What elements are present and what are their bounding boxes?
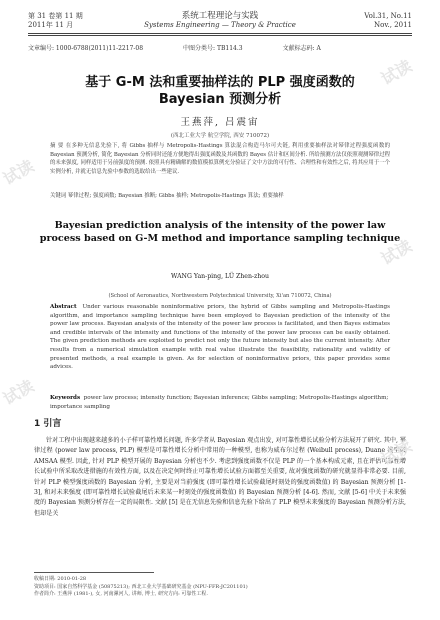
watermark: 试读 [0,156,38,189]
clc-number: 中图分类号: TB114.3 [183,45,243,52]
document-code: 文献标志码: A [282,45,321,52]
date-en: Nov., 2011 [374,21,412,29]
running-header [28,12,412,42]
title-cn: 基于 G-M 法和重要抽样法的 PLP 强度函数的 Bayesian 预测分析 [85,75,355,107]
keywords-label: Keywords [50,395,81,401]
journal-name-cn: 系统工程理论与实践 [181,11,259,21]
received-date: 收稿日期: 2010-01-28 [34,576,87,582]
authors-cn: 王燕萍, 吕震宙 [180,117,260,128]
watermark: 试读 [0,376,38,409]
keywords-en-text: power law process; intensity function; Bayesian inference; Gibbs sampling; Metropolis-Hastings algorithm; importance sampling [50,395,389,410]
abstract-label: Abstract [50,304,77,310]
abstract-en-text: Under various reasonable noninformative priors, the hybrid of Gibbs sampling and Metropolis-Hastings algorithm, and importance sampling technique have been employed to Bayesian prediction of the intensity of the power law process. Bayesian analysis of the intensity of the power law process is facilitated, and then Bayes estimates and credible intervals of the intensity and functions of the intensity of the power law process can be easily obtained. The given prediction methods are exploited to predict not only the future intensity but also the current intensity. After results from a numerical simulation example with real value illustrate the feasibility, rationality and validity of presented methods, a real example is given. As for selection of noninformative priors, this paper provides some advices. [50,304,391,371]
section-heading-intro: 1 引言 [34,419,62,429]
volume-en: Vol.31, No.11 [364,12,412,20]
affiliation-cn: (西北工业大学 航空学院, 西安 710072) [170,133,270,139]
abstract-cn: 摘 要 在多种无信息先验下, 将 Gibbs 抽样与 Metropolis-Hastings 算法混合构造马尔可夫链, 利用重要抽样法对幂律过程强度函数的 Bayesian 预测分析, 简化 Bayesian 分析同时还能方便地得出强度函数及其函数的 Bayes 估计和区间分析. 所给预测方法仅依照观测幂律过程的未来强度, 同样适用于另前强度的预测. 依照具有精确解的数值模拟算例充分验证了文中方法的可行性、合理性和有效性之后, 将其应用于一个实例分析, 并就无信息先验中参数的选取给出一些建议. [50,143,390,175]
keywords-en [50,394,390,411]
volume-cn: 第 31 卷第 11 期 [28,12,83,20]
watermark: 试读 [377,236,416,269]
footnote-rule [34,572,154,573]
header-rule-thin [28,35,412,36]
keywords-cn: 关键词 幂律过程; 强度函数; Bayesian 推断; Gibbs 抽样; Metropolis-Hastings 算法; 重要抽样 [50,193,284,199]
journal-name-en: Systems Engineering — Theory & Practice [144,21,296,29]
authors-en: WANG Yan-ping, LÜ Zhen-zhou [171,273,269,280]
author-bio: 作者简介: 王燕萍 (1981-), 女, 河南漯河人, 讲师, 博士, 研究方向: 可靠性工程. [34,591,208,598]
article-meta [28,43,412,52]
footnote [34,576,406,599]
watermark: 试读 [377,436,416,469]
affiliation-en: (School of Aeronautics, Northwestern Polytechnical University, Xi'an 710072, China) [108,293,332,299]
fund-info: 资助项目: 国家自然科学基金 (50875213); 西北工业大学基础研究基金 (NPU-FFR-JC201101) [34,583,248,590]
header-rule [28,33,412,34]
article-number: 文章编号: 1000-6788(2011)11-2217-08 [28,45,144,52]
watermark: 试读 [377,56,416,89]
abstract-en [50,303,390,372]
title-en: Bayesian prediction analysis of the intensity of the power law process based on G-M method and importance sampling technique [39,220,401,244]
date-cn: 2011年 11 月 [28,21,74,29]
intro-paragraph: 针对工程中出现越来越多的小子样可靠性增长问题, 许多学者从 Bayesian 观点出发, 对可靠性增长试验分析方法展开了研究. 其中, 幂律过程 (power law process, PLP) 模型是可靠性增长分析中常用的一种模型, 也称为威布尔过程 (Weibull process), Duane 模型或 AMSAA 模型. 因此, 针对 PLP 模型开展的 Bayesian 分析也不少. 考虑到强度函数不仅是 PLP 的一个基本构成元素, 且在评估可靠性增长试验中所采取改进措施的有效性方面, 以及在决定何时终止可靠性增长试验方面都至关重要, 故对强度函数的研究就显得非常必要. 目前, 针对 PLP 模型强度函数的 Bayesian 分析, 主要是对当前强度 (即可靠性增长试验截尾时刻处的强度函数值) 的 Bayesian 预测分析 [1-3], 和对未来强度 (即可靠性增长试验截尾后未来某一时刻处的强度函数值) 的 Bayesian 预测分析 [4-6]. 然而, 文献 [5-6] 中关于未来强度的 Bayesian 预测分析存在一定的局限性. 文献 [5] 是在无信息先验和信息先验下给出了 PLP 模型未来强度的 Bayesian 预测分析方法, 但却是关 [34,437,406,517]
